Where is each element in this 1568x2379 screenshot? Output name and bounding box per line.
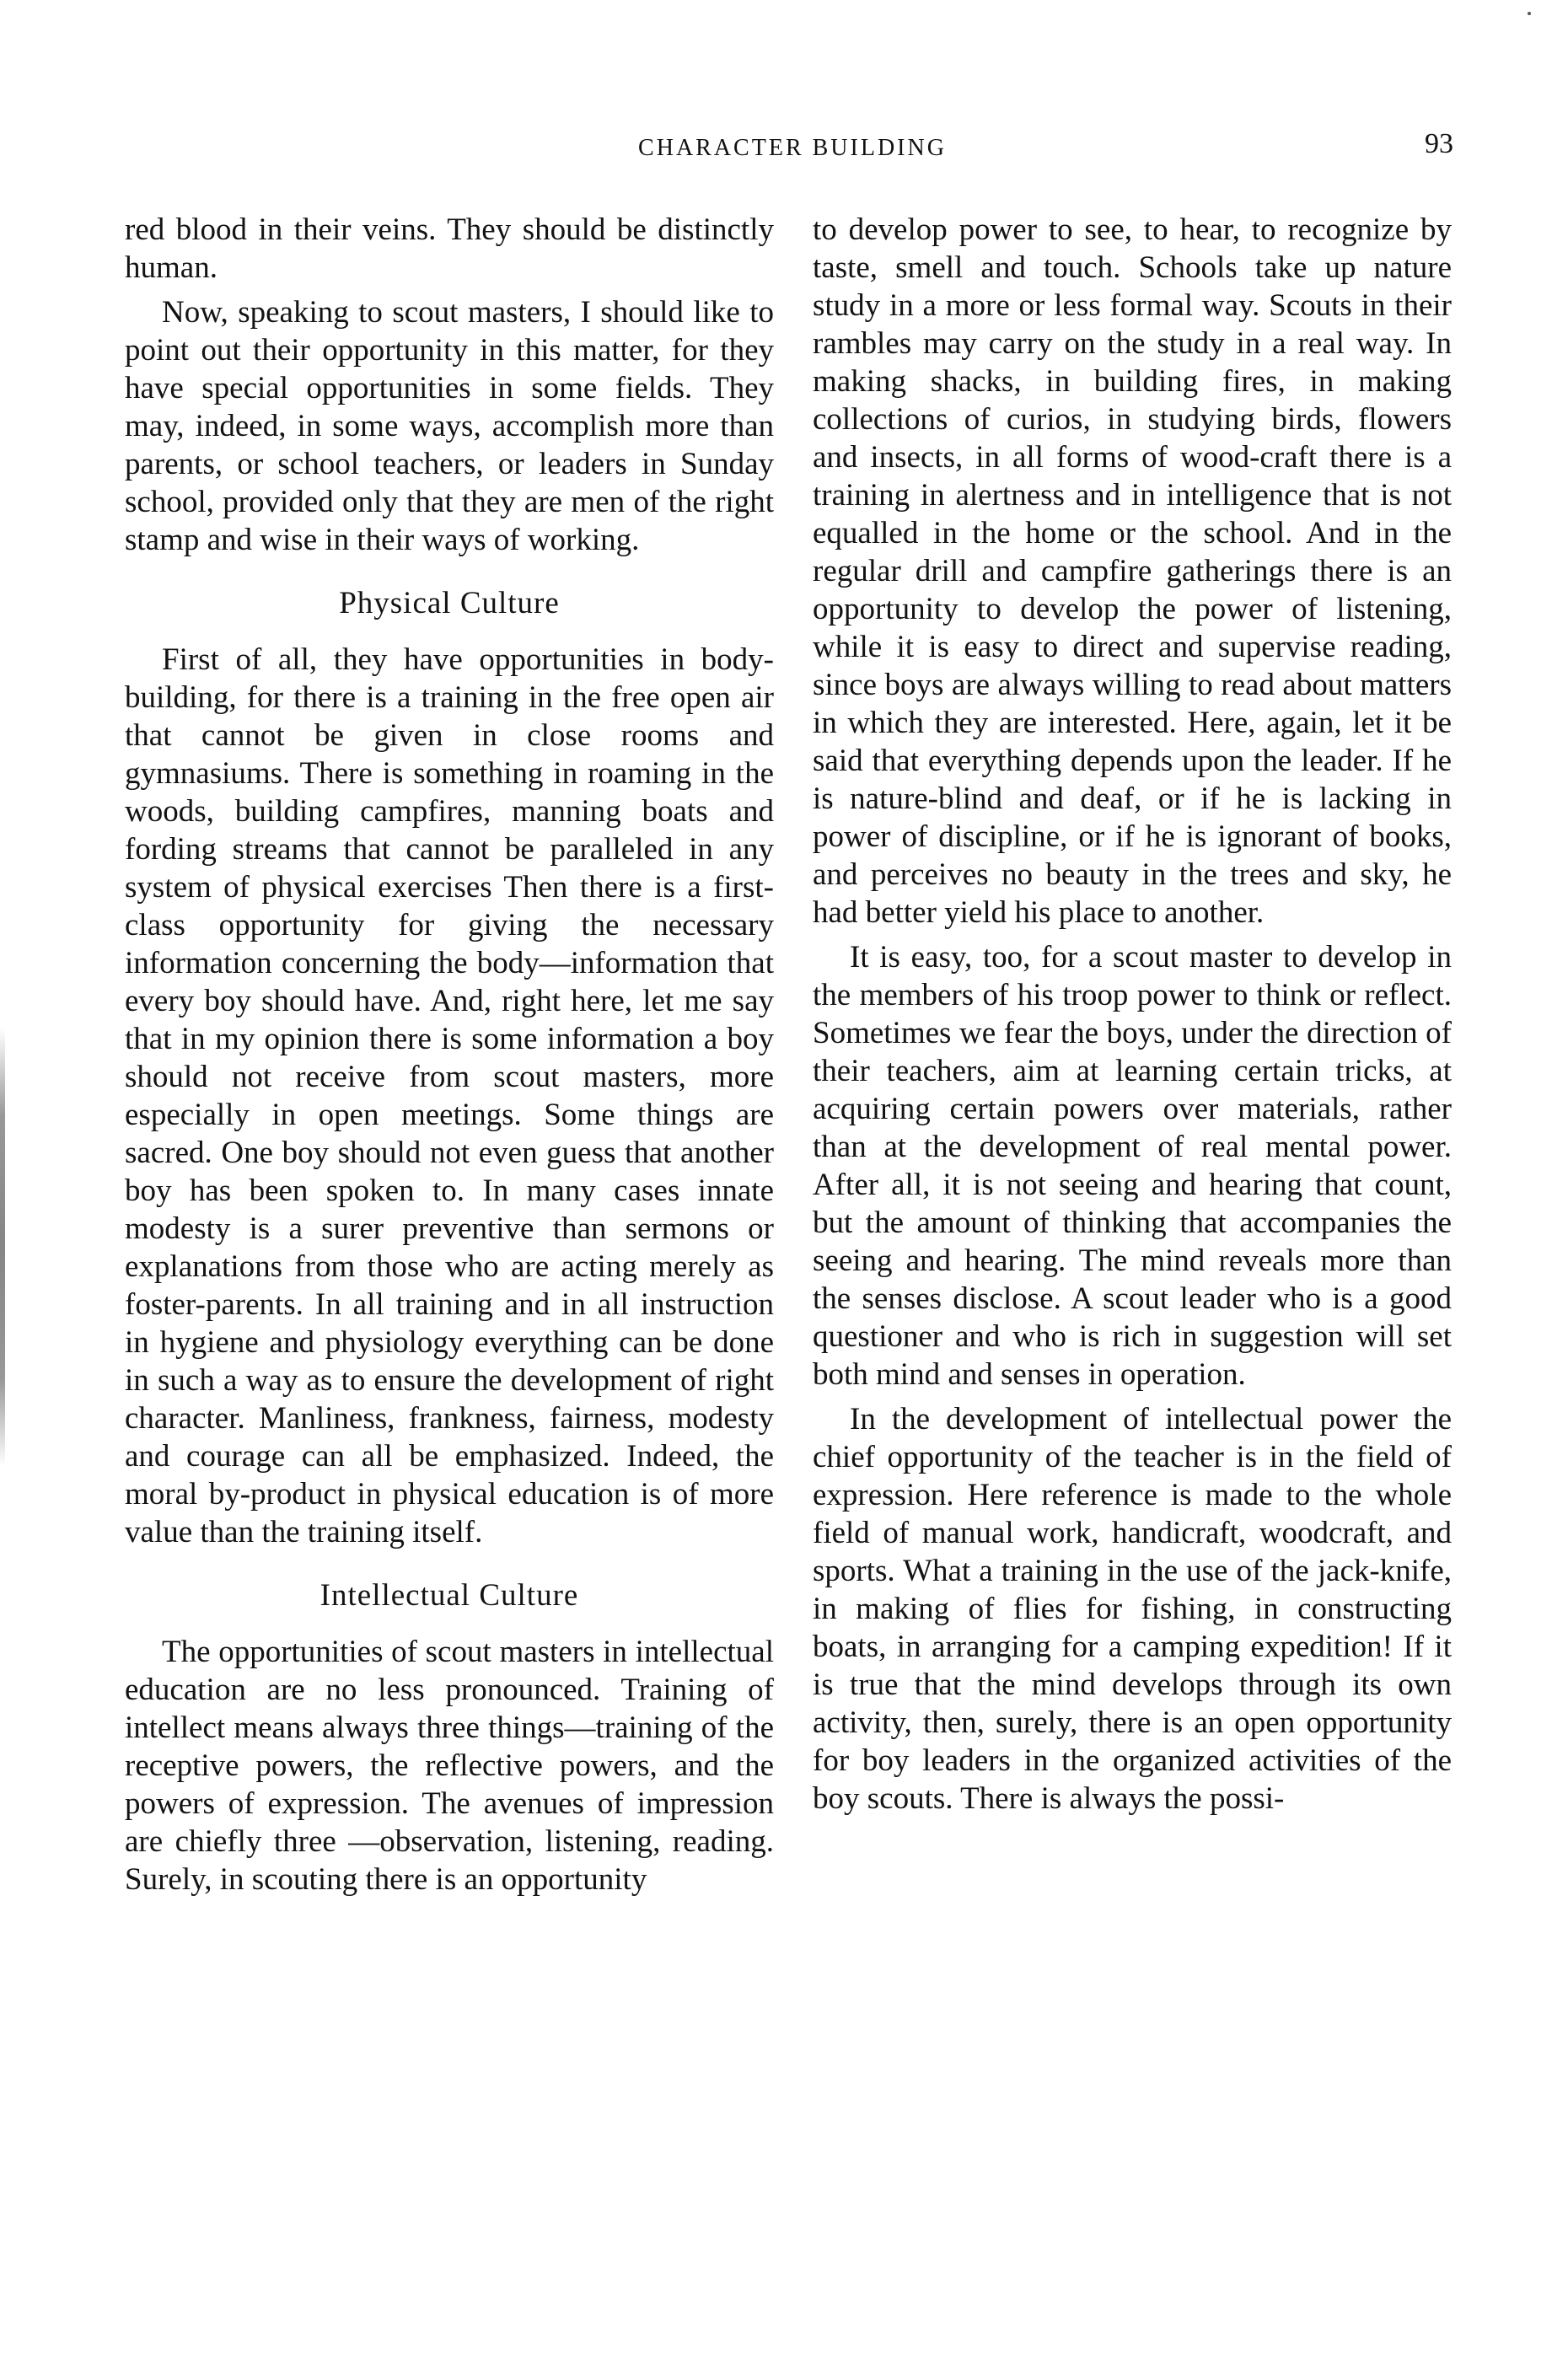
right-column [813, 211, 1452, 1824]
page-number: 93 [1425, 128, 1453, 159]
paragraph: to develop power to see, to hear, to recognize by taste, smell and touch. Schools take up nature study in a more or less formal way. Scouts in their rambles may carry on the study in a real way. In making shacks, in building fires, in making collections of curios, in studying birds, flowers and insects, in all forms of wood-craft there is a training in alertness and in intelligence that is not equalled in the home or the school. And in the regular drill and campfire gatherings there is an opportunity to develop the power of listening, while it is easy to direct and supervise reading, since boys are always willing to read about matters in which they are interested. Here, again, let it be said that everything depends upon the leader. If he is nature-blind and deaf, or if he is lacking in power of discipline, or if he is ignorant of books, and perceives no beauty in the trees and sky, he had better yield his place to another. [813, 212, 1452, 930]
paragraph: The opportunities of scout masters in intellectual education are no less pronounced. Training of intellect means always three things—training of the receptive powers, the reflective powers, and the powers of expression. The avenues of impression are chiefly three —observation, listening, reading. Surely, in scouting there is an opportunity [125, 1635, 774, 1897]
paragraph: red blood in their veins. They should be distinctly human. [125, 212, 774, 285]
section-heading-intellectual-culture: Intellectual Culture [320, 1578, 579, 1613]
section-heading-physical-culture: Physical Culture [339, 586, 560, 620]
paragraph: In the development of intellectual power the chief opportunity of the teacher is in the field of expression. Here reference is made to the whole field of manual work, handicraft, woodcraft, and sports. What a training in the use of the jack-knife, in making of flies for fishing, in constructing boats, in arranging for a camping expedition! If it is true that the mind develops through its own activity, then, surely, there is an open opportunity for boy leaders in the organized activities of the boy scouts. There is always the possi- [813, 1402, 1452, 1816]
running-title: CHARACTER BUILDING [638, 135, 947, 161]
paragraph: It is easy, too, for a scout master to develop in the members of his troop power to think or reflect. Sometimes we fear the boys, under the direction of their teachers, aim at learning certain tricks, at acquiring certain powers over materials, rather than at the development of real mental power. After all, it is not seeing and hearing that count, but the amount of thinking that accompanies the seeing and hearing. The mind reveals more than the senses disclose. A scout leader who is a good questioner and who is rich in suggestion will set both mind and senses in operation. [813, 940, 1452, 1392]
paragraph: First of all, they have opportunities in body-building, for there is a training in the free open air that cannot be given in close rooms and gymnasiums. There is something in roaming in the woods, building campfires, manning boats and fording streams that cannot be paralleled in any system of physical exercises Then there is a first-class opportunity for giving the necessary information concerning the body—information that every boy should have. And, right here, let me say that in my opinion there is some information a boy should not receive from scout masters, more especially in open meetings. Some things are sacred. One boy should not even guess that another boy has been spoken to. In many cases innate modesty is a surer preventive than sermons or explanations from those who are acting merely as foster-parents. In all training and in all instruction in hygiene and physiology everything can be done in such a way as to ensure the development of right character. Manliness, frankness, fairness, modesty and courage can all be emphasized. Indeed, the moral by-product in physical education is of more value than the training itself. [125, 642, 774, 1549]
paragraph: Now, speaking to scout masters, I should like to point out their opportunity in this matter, for they have special opportunities in some fields. They may, indeed, in some ways, accomplish more than parents, or school teachers, or leaders in Sunday school, provided only that they are men of the right stamp and wise in their ways of working. [125, 295, 774, 557]
scan-binding-shadow [0, 1028, 5, 1467]
scan-speck [1528, 12, 1531, 15]
left-column [125, 211, 774, 1905]
